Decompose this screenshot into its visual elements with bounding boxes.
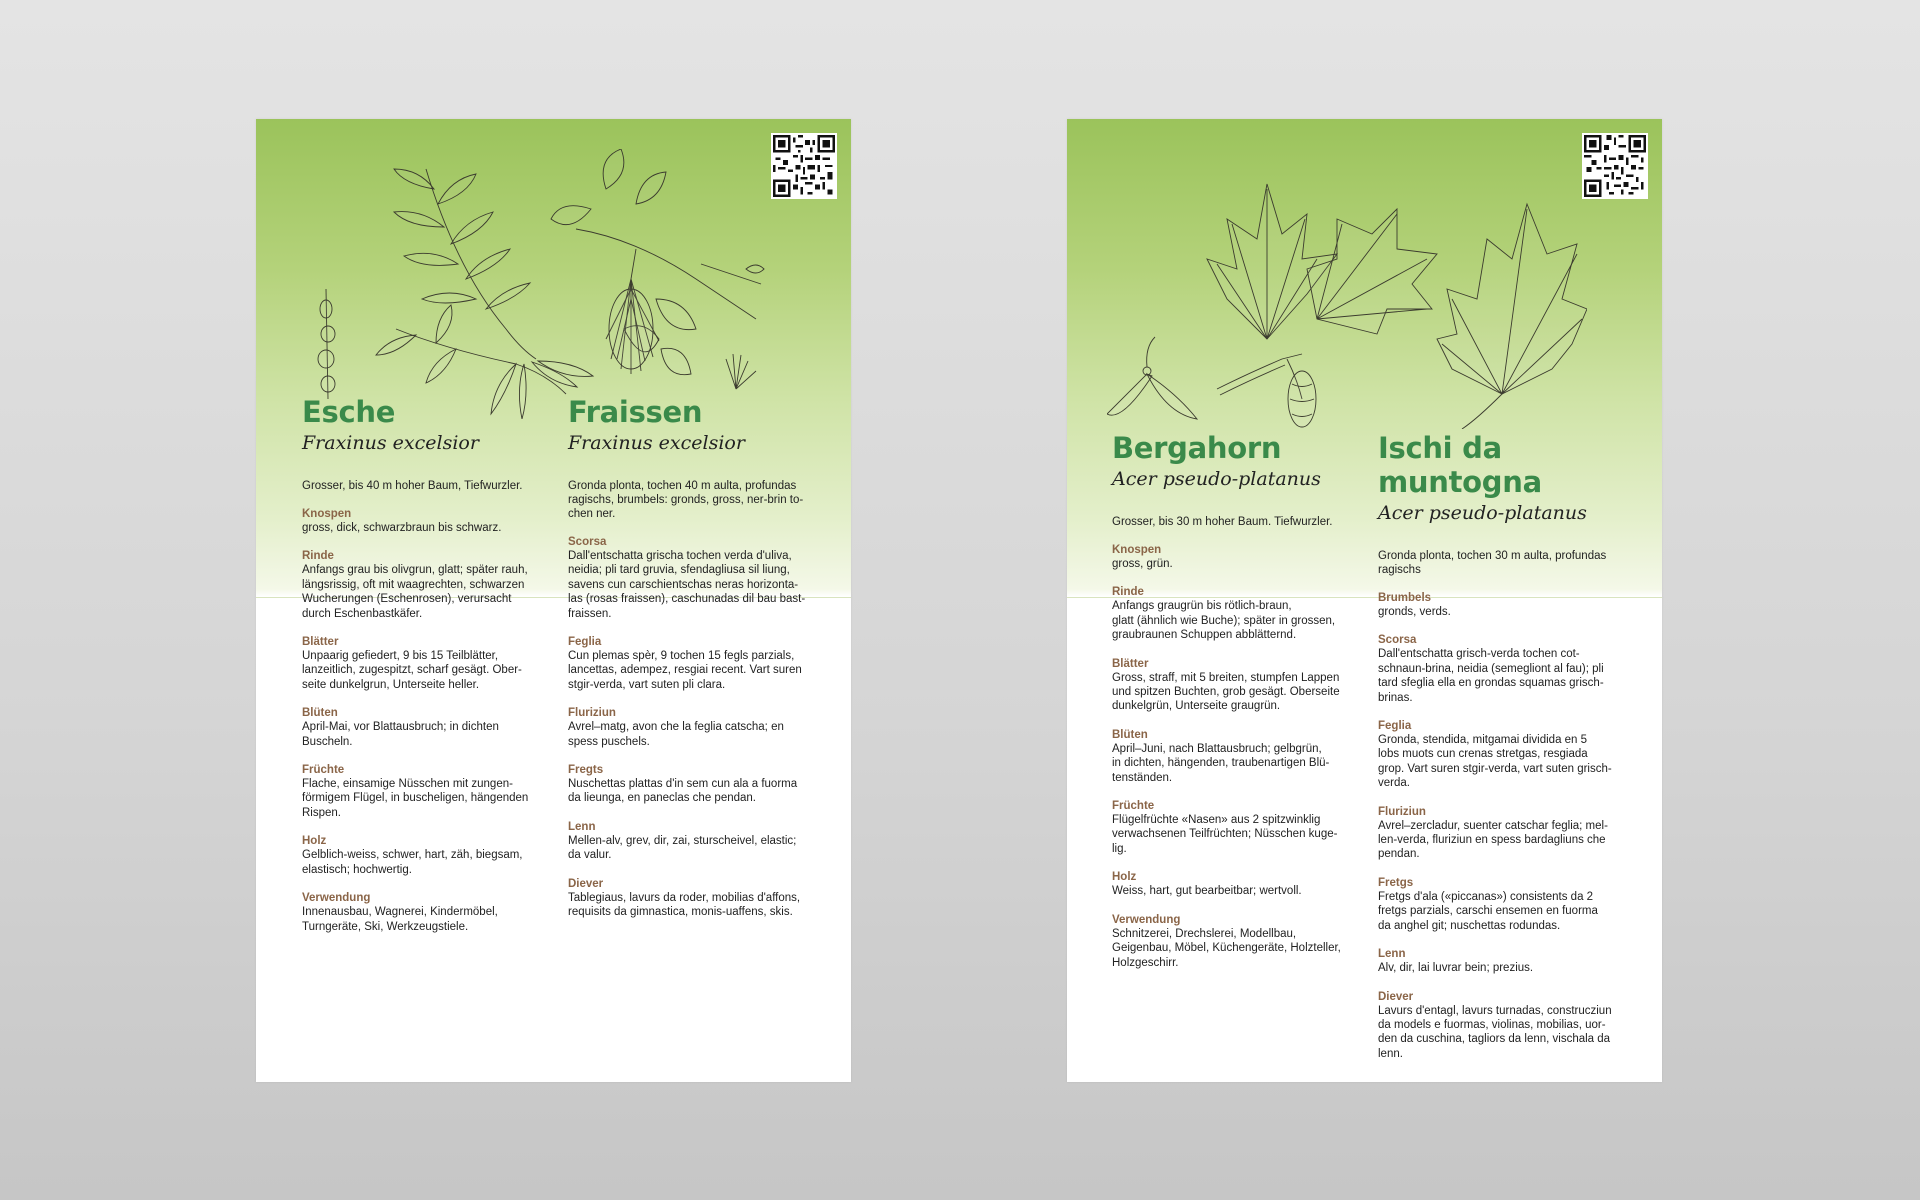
section bbox=[1378, 990, 1648, 1062]
section bbox=[568, 635, 823, 692]
section bbox=[1378, 805, 1648, 862]
section-text: Innenausbau, Wagnerei, Kindermöbel, Turngeräte, Ski, Werkzeugstiele. bbox=[302, 906, 498, 933]
section-text: Gelblich-weiss, schwer, hart, zäh, biegsam, elastisch; hochwertig. bbox=[302, 849, 523, 876]
section-text: Anfangs grau bis olivgrun, glatt; später rauh, längsrissig, oft mit waagrechten, schwarzen Wucherungen (Eschenrosen), verursacht durch Eschenbastkäfer. bbox=[302, 564, 528, 620]
section bbox=[568, 763, 823, 806]
section bbox=[302, 635, 557, 692]
intro-text: Gronda plonta, tochen 30 m aulta, profundas ragischs bbox=[1378, 550, 1607, 576]
section-heading: Knospen bbox=[1112, 544, 1162, 556]
section-heading: Fregts bbox=[568, 764, 604, 777]
section-text: April–Juni, nach Blattausbruch; gelbgrün, in dichten, hängenden, traubenartigen Blü- tenständen. bbox=[1112, 742, 1330, 784]
section bbox=[568, 706, 823, 749]
section-text: April-Mai, vor Blattausbruch; in dichten Buscheln. bbox=[302, 721, 499, 748]
tree-name-title: Bergahorn bbox=[1112, 431, 1282, 465]
section-text: Flügelfrüchte «Nasen» aus 2 spitzwinklig verwachsenen Teilfrüchten; Nüsschen kuge- lig. bbox=[1112, 814, 1338, 855]
section bbox=[568, 535, 823, 621]
section-text: Lavurs d'entagl, lavurs turnadas, construcziun da models e fuormas, violinas, mobilias, uor- den da cuschina, tagliors da lenn, vischala da lenn. bbox=[1378, 1004, 1612, 1060]
section-heading: Scorsa bbox=[1378, 634, 1417, 647]
intro-text: Gronda plonta, tochen 40 m aulta, profundas ragischs, brumbels: gronds, gross, ner-brin to- chen ner. bbox=[568, 480, 804, 520]
section-text: Unpaarig gefiedert, 9 bis 15 Teilblätter, lanzeitlich, zugespitzt, scharf gesägt. Ober- seite dunkelgrun, Unterseite heller. bbox=[302, 650, 522, 691]
section bbox=[568, 820, 823, 863]
section bbox=[1112, 585, 1367, 642]
section bbox=[568, 877, 823, 920]
section-heading: Scorsa bbox=[568, 536, 607, 548]
section bbox=[1112, 913, 1367, 970]
section-text: Avrel–zercladur, suenter catschar feglia; mel- len-verda, fluriziun en spess bardagliuns che pendan. bbox=[1378, 819, 1608, 861]
section-heading: Knospen bbox=[302, 508, 352, 520]
column-romansh bbox=[1378, 431, 1648, 1061]
section bbox=[302, 507, 557, 535]
section bbox=[1378, 947, 1648, 975]
section-heading: Fretgs bbox=[1378, 876, 1414, 889]
section-heading: Früchte bbox=[302, 764, 345, 777]
latin-name: Fraxinus excelsior bbox=[302, 432, 479, 454]
column-german bbox=[302, 395, 557, 934]
section bbox=[1378, 633, 1648, 705]
latin-name: Fraxinus excelsior bbox=[568, 432, 745, 454]
section-text: Tablegiaus, lavurs da roder, mobilias d'affons, requisits da gimnastica, monis-uaffens, skis. bbox=[568, 891, 801, 919]
section bbox=[302, 891, 557, 934]
section bbox=[1378, 719, 1648, 791]
section bbox=[302, 706, 557, 749]
section-text: Schnitzerei, Drechslerei, Modellbau, Geigenbau, Möbel, Küchengeräte, Holzteller, Holzgeschirr. bbox=[1112, 927, 1341, 969]
section-text: Gronda, stendida, mitgamai dividida en 5 lobs muots cun crenas stretgas, resgiada grop. Vart suren stgir-verda, vart suten grisch- verda. bbox=[1378, 734, 1612, 790]
section bbox=[1378, 876, 1648, 933]
section-heading: Diever bbox=[1378, 990, 1414, 1003]
section-heading: Brumbels bbox=[1378, 592, 1432, 604]
section-heading: Lenn bbox=[568, 820, 596, 833]
info-card-esche bbox=[256, 119, 851, 1082]
column-romansh bbox=[568, 395, 823, 920]
tree-name-title: Ischi da muntogna bbox=[1378, 431, 1542, 499]
section-heading: Fluriziun bbox=[1378, 805, 1426, 818]
section-heading: Blätter bbox=[302, 636, 339, 649]
section-heading: Lenn bbox=[1378, 948, 1406, 961]
section bbox=[1112, 657, 1367, 714]
section-heading: Fluriziun bbox=[568, 707, 616, 720]
info-card-bergahorn bbox=[1067, 119, 1662, 1082]
section-heading: Holz bbox=[1112, 871, 1137, 884]
section bbox=[302, 549, 557, 621]
maple-branch-illustration bbox=[1107, 159, 1587, 429]
section-heading: Feglia bbox=[1378, 720, 1412, 733]
column-german bbox=[1112, 431, 1367, 970]
section-text: Alv, dir, lai luvrar bein; prezius. bbox=[1378, 962, 1534, 975]
section-heading: Diever bbox=[568, 877, 604, 890]
section bbox=[302, 763, 557, 820]
section-text: gross, dick, schwarzbraun bis schwarz. bbox=[302, 522, 502, 534]
section bbox=[1112, 728, 1367, 785]
section bbox=[1112, 543, 1367, 571]
ash-branch-illustration bbox=[306, 149, 766, 419]
section-text: Dall'entschatta grischa tochen verda d'uliva, neidia; pli tard gruvia, sfendagliusa sil liung, savens cun carschientschas neras horizonta- las (rosas fraissen), caschunadas dil bau bast- fraissen. bbox=[568, 550, 806, 620]
qr-code-icon[interactable] bbox=[771, 133, 837, 199]
section-heading: Verwendung bbox=[1112, 913, 1181, 926]
section-heading: Feglia bbox=[568, 636, 602, 649]
section-text: Mellen-alv, grev, dir, zai, sturscheivel, elastic; da valur. bbox=[568, 834, 797, 862]
section-heading: Blüten bbox=[302, 707, 338, 720]
section-heading: Rinde bbox=[1112, 586, 1144, 599]
section-text: gronds, verds. bbox=[1378, 606, 1451, 618]
section-heading: Verwendung bbox=[302, 892, 371, 905]
tree-name-title: Fraissen bbox=[568, 395, 703, 429]
section-text: Avrel–matg, avon che la feglia catscha; en spess puschels. bbox=[568, 721, 784, 748]
section-heading: Blüten bbox=[1112, 728, 1148, 741]
qr-code-icon[interactable] bbox=[1582, 133, 1648, 199]
intro-text: Grosser, bis 30 m hoher Baum. Tiefwurzler. bbox=[1112, 516, 1333, 528]
section-heading: Rinde bbox=[302, 550, 334, 563]
section-text: gross, grün. bbox=[1112, 558, 1173, 570]
section bbox=[1112, 799, 1367, 856]
latin-name: Acer pseudo-platanus bbox=[1378, 502, 1587, 524]
section bbox=[1378, 591, 1648, 619]
intro-text: Grosser, bis 40 m hoher Baum, Tiefwurzler. bbox=[302, 480, 523, 492]
section-text: Anfangs graugrün bis rötlich-braun, glatt (ähnlich wie Buche); später in grossen, graubraunen Schuppen abblätternd. bbox=[1112, 600, 1336, 642]
section-text: Nuschettas plattas d'in sem cun ala a fuorma da lieunga, en paneclas che pendan. bbox=[568, 778, 798, 805]
section-heading: Holz bbox=[302, 835, 327, 848]
tree-name-title: Esche bbox=[302, 395, 396, 429]
latin-name: Acer pseudo-platanus bbox=[1112, 468, 1321, 490]
section-text: Fretgs d'ala («piccanas») consistents da 2 fretgs parzials, carschi ensemen en fuorma da anghel git; nuschettas rodundas. bbox=[1378, 890, 1598, 932]
section-text: Flache, einsamige Nüsschen mit zungen- förmigem Flügel, in buscheligen, hängenden Rispen. bbox=[302, 778, 529, 819]
section-text: Cun plemas spèr, 9 tochen 15 fegls parzials, lancettas, adempez, resgiai recent. Vart suren stgir-verda, vart suten pli clara. bbox=[568, 650, 802, 691]
section bbox=[302, 834, 557, 877]
section-heading: Blätter bbox=[1112, 657, 1149, 670]
section-text: Dall'entschatta grisch-verda tochen cot- schnaun-brina, neidia (semegliont al fau); pli tard sfeglia ella en grondas squamas grisch- brinas. bbox=[1378, 648, 1604, 704]
section bbox=[1112, 870, 1367, 898]
section-text: Gross, straff, mit 5 breiten, stumpfen Lappen und spitzen Buchten, grob gesägt. Oberseite dunkelgrün, Unterseite graugrün. bbox=[1112, 671, 1340, 713]
section-text: Weiss, hart, gut bearbeitbar; wertvoll. bbox=[1112, 885, 1302, 898]
section-heading: Früchte bbox=[1112, 800, 1155, 813]
